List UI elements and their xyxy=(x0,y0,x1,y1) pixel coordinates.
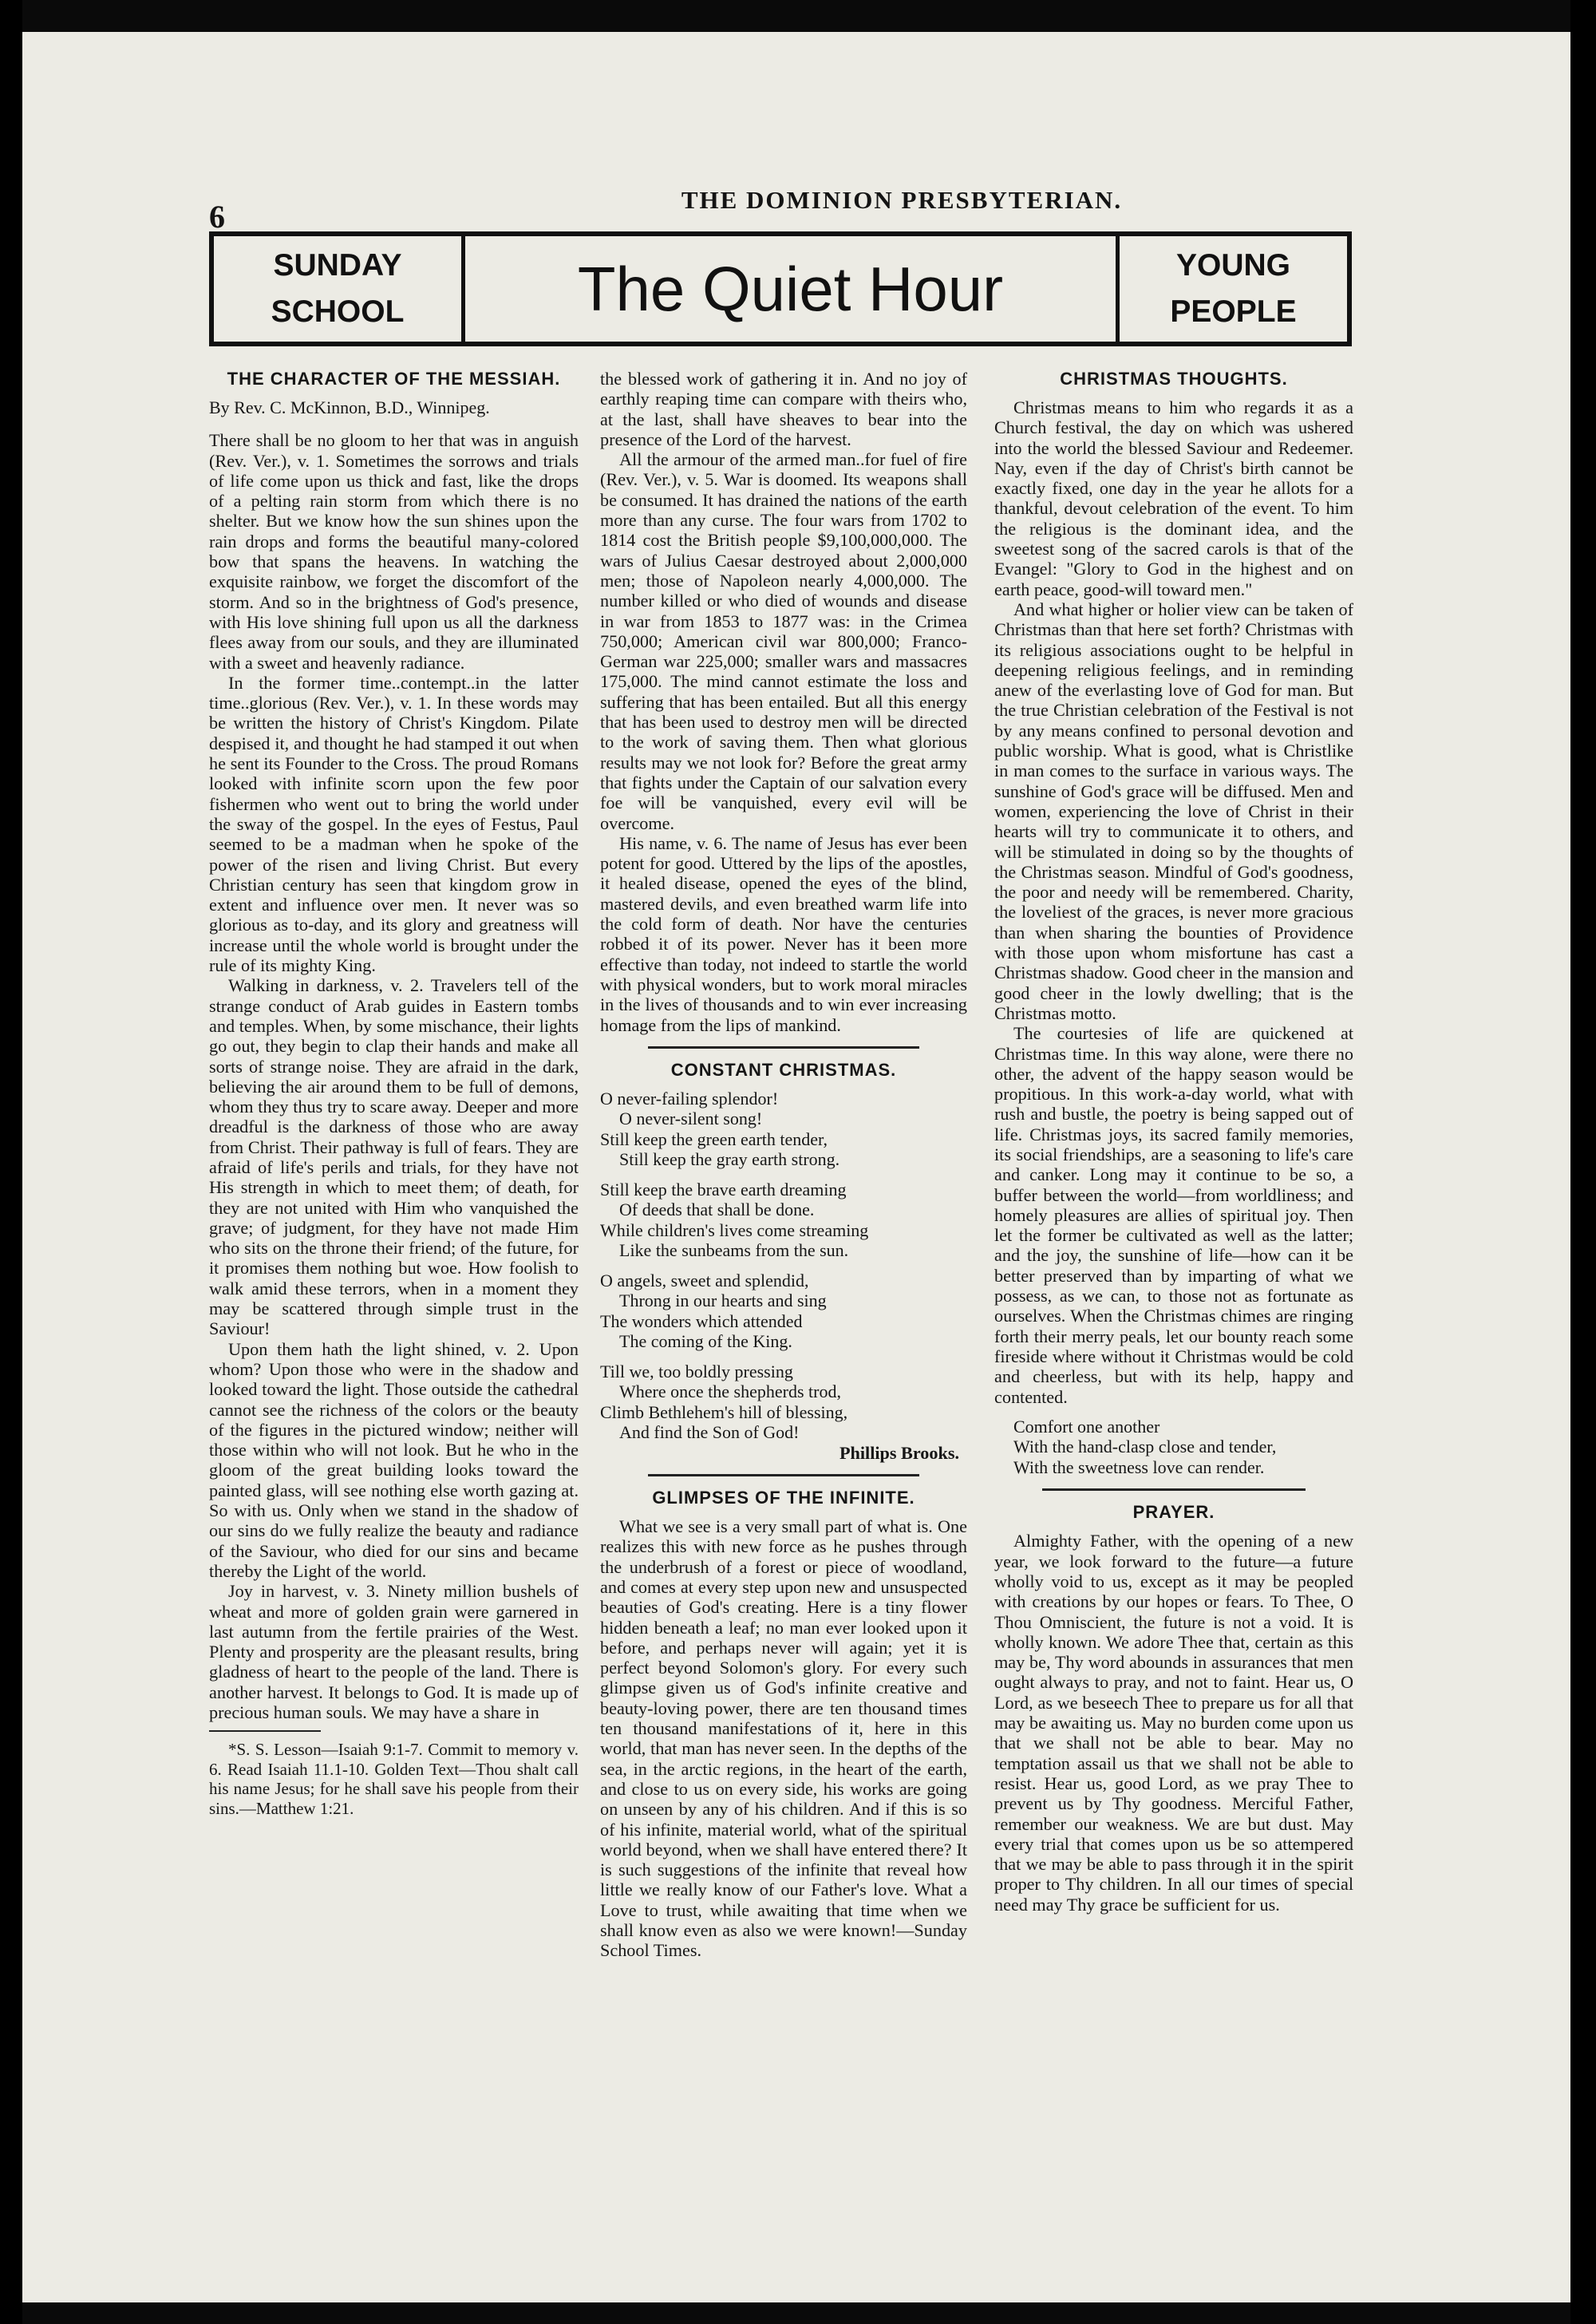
poem-stanza-gap xyxy=(600,1352,967,1362)
poem-line: Of deeds that shall be done. xyxy=(619,1200,815,1220)
poem-signature: Phillips Brooks. xyxy=(839,1442,959,1463)
poem-heading: CONSTANT CHRISTMAS. xyxy=(670,1059,897,1080)
section-rule xyxy=(648,1046,919,1049)
section-rule xyxy=(648,1474,919,1476)
verse xyxy=(1013,1417,1353,1478)
poem-line: Still keep the gray earth strong. xyxy=(619,1149,840,1170)
article-paragraph: What we see is a very small part of what is. One realizes this with new force as he pushes through the underbrush of a forest or piece of woodland, and comes at every step upon new and unsuspected beauties of God's creating. Here is a tiny flower hidden beneath a leaf; no man ever looked upon it before, and perhaps never will again; yet it is perfect beyond Solomon's glory. For every such glimpse given us of God's infinite creative and beauty-loving power, there are ten thousand times ten thousand manifestations of it, here in this world, that man has never seen. In the depths of the sea, in the arctic regions, in the heart of the earth, and close to us on every side, his works are going on unseen by any of his children. And if this is so of his infinite, material world, what of the spiritual world beyond, when we shall have entered there? It is such suggestions of the infinite that reveal how little we really know of our Father's love. What a Love to trust, while awaiting that time when we shall know even as also we were known!—Sunday School Times. xyxy=(600,1516,967,1961)
article-heading: THE CHARACTER OF THE MESSIAH. xyxy=(227,369,561,389)
scan-border-left xyxy=(0,0,22,2324)
banner-right-box xyxy=(1116,236,1347,342)
article-paragraph: Almighty Father, with the opening of a new year, we look forward to the future—a future wholly void to us, except as it may be peopled with creations by our hopes or fears. To Thee, O Thou Omniscient, the future is not a void. It is wholly known. We adore Thee that, certain as this may be, Thy word abounds in assurances that men ought always to pray, and not to faint. Hear us, O Lord, as we beseech Thee to prepare us for all that may be awaiting us. May no burden come upon us that we shall not be able to bear. May no temptation assail us that we shall not be able to resist. Hear us, good Lord, as we pray Thee to prevent us by Thy goodness. Merciful Father, remember our weakness. We are but dust. May every trial that comes upon us be so attempered that we may be able to pass through it in the spirit proper to Thy children. In all our times of special need may Thy grace be sufficient for us. xyxy=(994,1531,1353,1915)
article-paragraph: The courtesies of life are quickened at Christmas time. In this way alone, were there no other, the advent of the happy season would be propitious. In this work-a-day world, what with rush and bustle, the poetry is being sapped out of life. Christmas joys, its sacred family memories, its social friendships, are a seasoning to life's care and canker. Long may it continue to be so, a buffer between the world—from worldliness; and homely pleasures are allies of spiritual joy. Then let the former be cultivated as well as the latter; and the joy, the sunshine of life—how can it be better preserved than by imparting of what we possess, as we can, to those not as fortunate as ourselves. When the Christmas chimes are ringing forth their merry peals, let our bounty reach some fireside where without it Christmas would be cold and cheerless, but with its help, happy and contented. xyxy=(994,1023,1353,1407)
glimpses-heading: GLIMPSES OF THE INFINITE. xyxy=(652,1488,915,1508)
scan-border-right xyxy=(1570,0,1596,2324)
article-paragraph: All the armour of the armed man..for fuel of fire (Rev. Ver.), v. 5. War is doomed. Its weapons shall be consumed. It has drained the nations of the earth more than any curse. The four wars from 1702 to 1814 cost the British people $9,100,000,000. The wars of Julius Caesar destroyed about 2,000,000 men; those of Napoleon nearly 4,000,000. The number killed or who died of wounds and disease in war from 1853 to 1877 was: in the Crimea 750,000; American civil war 800,000; Franco-German war 225,000; smaller wars and massacres 175,000. The mind cannot estimate the loss and suffering that has been entailed. But all this energy that has been used to destroy men will be directed to the work of saving them. Then what glorious results may we not look for? Before the great army that fights under the Captain of our salvation every foe will be vanquished, every evil will be overcome. xyxy=(600,449,967,833)
banner-left-line1: SUNDAY xyxy=(273,248,402,283)
banner-title: The Quiet Hour xyxy=(577,253,1004,324)
article-paragraph: Walking in darkness, v. 2. Travelers tell of the strange conduct of Arab guides in Eastern tombs and temples. When, by some mischance, their lights go out, they begin to clap their hands and make all sorts of strange noise. They are afraid in the dark, believing the air around them to be full of demons, whom they thus try to scare away. Deeper and more dreadful is the darkness of those who are away from Christ. Their pathway is full of fears. They are afraid of life's perils and trials, for they have not His strength in which to meet them; of death, for they are not united with Him who vanquished the grave; of judgment, for they have not made Him who sits on the throne their friend; of the future, for it promises them nothing but woe. How foolish to walk amid these terrors, when in a moment they may be scattered through simple trust in the Saviour! xyxy=(209,975,579,1339)
article-paragraph: the blessed work of gathering it in. And no joy of earthly reaping time can compare with theirs who, at the last, shall have sheaves to bear into the presence of the Lord of the harvest. xyxy=(600,369,967,449)
poem-line: O never-failing splendor! xyxy=(600,1088,779,1109)
article-paragraph: His name, v. 6. The name of Jesus has ever been potent for good. Uttered by the lips of the apostles, it healed disease, opened the eyes of the blind, mastered devils, and even breathed warm life into the cold form of death. Nor have the centuries robbed it of its power. Never has it been more effective than today, not indeed to startle the world with physical wonders, but to work moral miracles in the lives of thousands and to win ever increasing homage from the lips of mankind. xyxy=(600,832,967,1035)
poem xyxy=(600,1089,967,1443)
verse-line: Comfort one another xyxy=(1013,1416,1160,1437)
article-byline: By Rev. C. McKinnon, B.D., Winnipeg. xyxy=(209,397,490,417)
article-paragraph: In the former time..contempt..in the latter time..glorious (Rev. Ver.), v. 1. In these words may be written the history of Christ's Kingdom. Pilate despised it, and thought he had stamped it out when he sent its Founder to the Cross. The proud Romans looked with infinite scorn upon the few poor fishermen who went out to bring the world under the sway of the gospel. In the eyes of Festus, Paul seemed to be a madman when he spoke of the power of the risen and living Christ. But every Christian century has seen that kingdom grow in extent and influence over men. It never was so glorious as to-day, and its glory and greatness will increase until the whole world is brought under the rule of its mighty King. xyxy=(209,672,579,976)
poem-line: Where once the shepherds trod, xyxy=(619,1381,841,1402)
banner-right-line1: YOUNG xyxy=(1175,248,1290,283)
section-banner xyxy=(209,231,1352,346)
article-paragraph: Christmas means to him who regards it as a Church festival, the day on which was ushered into the world the blessed Saviour and Redeemer. Nay, even if the day of Christ's birth cannot be exactly fixed, one day in the year he allots for a thankful, devout celebration of the event. To him the religious is the dominant idea, and the sweetest song of the sacred carols is that of the Evangel: "Glory to God in the highest and on earth peace, good-will toward men." xyxy=(994,397,1353,599)
poem-line: Climb Bethlehem's hill of blessing, xyxy=(600,1401,848,1422)
poem-line: And find the Son of God! xyxy=(619,1422,800,1443)
column-3 xyxy=(994,369,1353,1915)
poem-stanza-gap xyxy=(600,1170,967,1180)
banner-left-box xyxy=(214,236,465,342)
page-number: 6 xyxy=(209,199,225,235)
prayer-heading: PRAYER. xyxy=(1132,1502,1215,1523)
poem-line: O angels, sweet and splendid, xyxy=(600,1270,809,1290)
poem-line: Like the sunbeams from the sun. xyxy=(619,1240,849,1261)
poem-line: Till we, too boldly pressing xyxy=(600,1361,793,1381)
section-rule xyxy=(1042,1488,1306,1491)
poem-line: Throng in our hearts and sing xyxy=(619,1290,827,1311)
verse-line: With the hand-clasp close and tender, xyxy=(1013,1437,1277,1457)
poem-line: O never-silent song! xyxy=(619,1109,763,1129)
column-1 xyxy=(209,369,579,1818)
poem-line: Still keep the green earth tender, xyxy=(600,1128,828,1149)
article-paragraph: Upon them hath the light shined, v. 2. Upon whom? Upon those who were in the shadow and looked toward the light. Those outside the cathedral cannot see the richness of the colors or the beauty of the figures in the pictured window; neither will those within who will not look. But he who in the gloom of the great building looks toward the painted glass, will see nothing else worth gazing at. So with us. Only when we stand in the shadow of our sins do we fully realize the beauty and radiance of the Saviour, who died for our sins and became thereby the Light of the world. xyxy=(209,1338,579,1581)
footnote-rule xyxy=(209,1730,321,1732)
banner-left-line2: SCHOOL xyxy=(271,294,405,329)
article-paragraph: There shall be no gloom to her that was in anguish (Rev. Ver.), v. 1. Sometimes the sorrows and trials of life come upon us thick and fast, like the drops of a pelting rain storm from which there is no shelter. But we know how the sun shines upon the rain drops and forms the beautiful many-colored bow that spans the heavens. In watching the exquisite rainbow, we forget the discomfort of the storm. And so in the brightness of God's presence, with His love shining full upon us all the darkness flees away from our souls, and they are illuminated with a sweet and heavenly radiance. xyxy=(209,430,579,673)
poem-line: Still keep the brave earth dreaming xyxy=(600,1179,847,1200)
article-paragraph: Joy in harvest, v. 3. Ninety million bushels of wheat and more of golden grain were garnered in last autumn from the fertile prairies of the West. Plenty and prosperity are the pleasant results, bring gladness of heart to the people of the land. There is another harvest. It belongs to God. It is made up of precious human souls. We may have a share in xyxy=(209,1581,579,1722)
verse-line: With the sweetness love can render. xyxy=(1013,1456,1265,1477)
lesson-footnote: *S. S. Lesson—Isaiah 9:1-7. Commit to memory v. 6. Read Isaiah 11.1-10. Golden Text—Thou shalt call his name Jesus; for he shall save his people from their sins.—Matthew 1:21. xyxy=(209,1740,579,1818)
christmas-heading: CHRISTMAS THOUGHTS. xyxy=(1060,369,1288,389)
running-head: THE DOMINION PRESBYTERIAN. xyxy=(681,186,1123,214)
poem-line: The coming of the King. xyxy=(619,1331,792,1352)
column-2 xyxy=(600,369,967,1961)
poem-line: While children's lives come streaming xyxy=(600,1219,869,1240)
poem-stanza-gap xyxy=(600,1261,967,1271)
poem-line: The wonders which attended xyxy=(600,1310,803,1331)
banner-right-line2: PEOPLE xyxy=(1170,294,1297,329)
article-paragraph: And what higher or holier view can be taken of Christmas than that here set forth? Christmas with its religious associations ought to be helpful in deepening religious feelings, and in reminding anew of the everlasting love of God for man. But the true Christian celebration of the Festival is not by any means confined to personal devotion and public worship. What is good, what is Christlike in man comes to the surface in various ways. The sunshine of God's grace will be diffused. Men and women, experiencing the love of Christ in their hearts will try to communicate it to others, and will be stimulated in doing so by the thoughts of the Christmas season. Mindful of God's goodness, the poor and needy will be remembered. Charity, the loveliest of the graces, is never more gracious than when sharing the bounties of Providence with those upon whom misfortune has cast a Christmas shadow. Good cheer in the mansion and good cheer in the lowly dwelling; that is the Christmas motto. xyxy=(994,599,1353,1023)
